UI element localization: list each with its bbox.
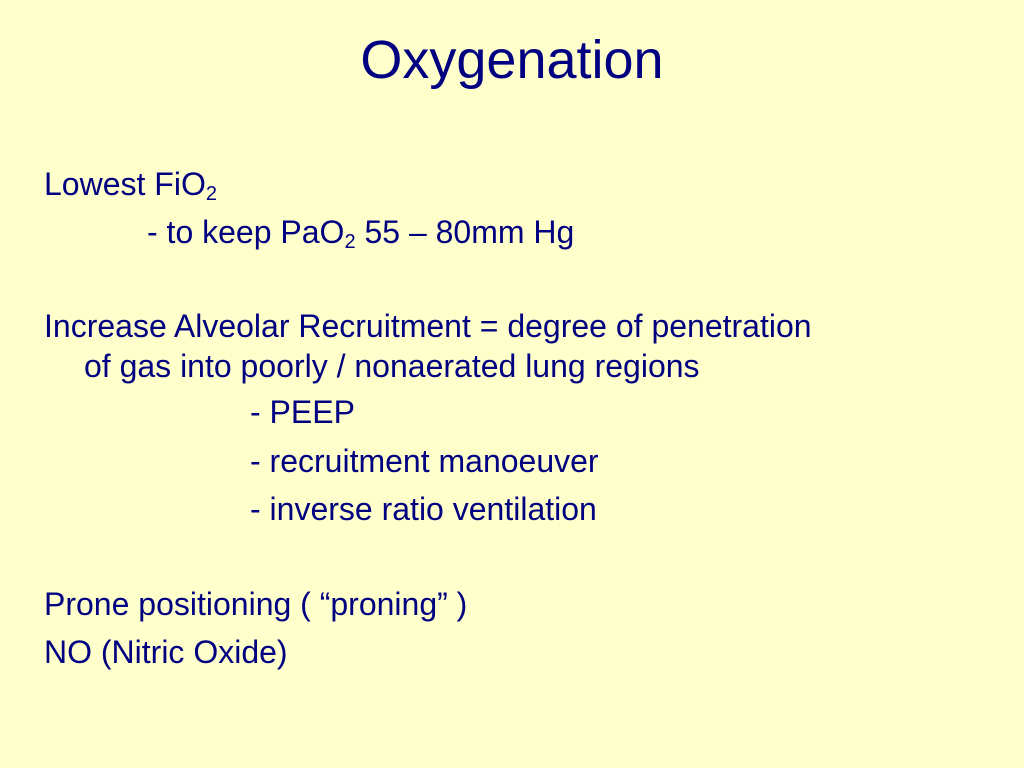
bullet-nitric-oxide: NO (Nitric Oxide) [44,634,288,670]
bullet-text-tail: 55 – 80mm Hg [355,214,575,250]
bullet-prone-positioning: Prone positioning ( “proning” ) [44,586,468,622]
sub-bullet-peep: - PEEP [250,394,355,430]
sub-bullet-inverse-ratio-ventilation: - inverse ratio ventilation [250,491,597,527]
sub-bullet-pao2-target [147,212,574,252]
subscript: 2 [344,231,356,253]
slide-title: Oxygenation [360,30,664,90]
bullet-alveolar-recruitment: Increase Alveolar Recruitment = degree of penetration [44,308,812,344]
bullet-text: Lowest FiO [44,166,206,202]
bullet-alveolar-recruitment-continued: of gas into poorly / nonaerated lung regions [84,348,700,384]
subscript: 2 [205,183,217,205]
bullet-text: - to keep PaO [147,214,345,250]
bullet-lowest-fio2 [44,164,217,204]
sub-bullet-recruitment-manoeuver: - recruitment manoeuver [250,443,599,479]
